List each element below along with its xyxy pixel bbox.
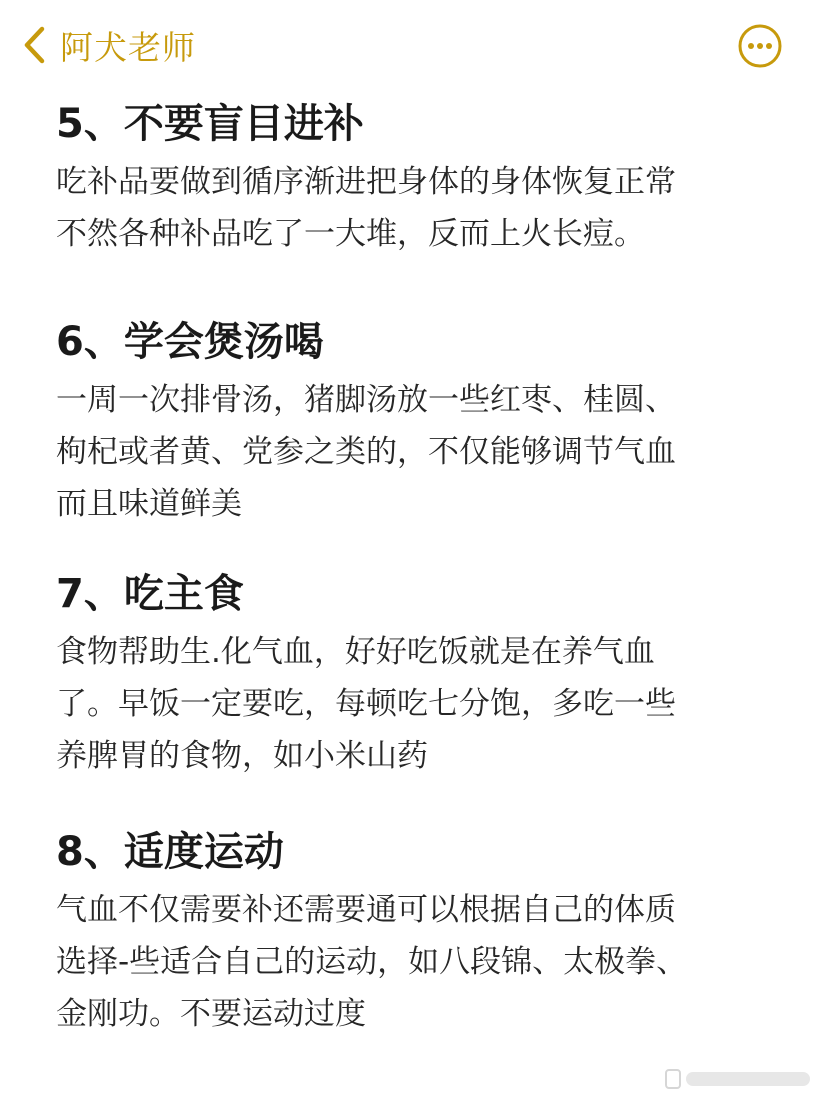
section-body [56, 374, 676, 530]
more-horizontal-icon [738, 24, 782, 68]
body-line: 养脾胃的食物，如小米山药 [56, 738, 428, 774]
section-body [56, 156, 676, 260]
nav-title: 阿犬老师 [60, 27, 196, 67]
section-title: 8、适度运动 [56, 829, 284, 875]
body-line: 一周一次排骨汤，猪脚汤放一些红枣、桂圆、 [56, 382, 676, 418]
more-button[interactable] [738, 24, 782, 68]
section-8 [56, 824, 687, 1040]
body-line: 吃补品要做到循序渐进把身体的身体恢复正常 [56, 164, 676, 200]
section-6 [56, 314, 676, 530]
section-body [56, 626, 676, 782]
section-7 [56, 566, 676, 782]
section-body [56, 884, 687, 1040]
body-line: 选择-些适合自己的运动，如八段锦、太极拳、 [56, 944, 688, 980]
body-line: 食物帮助生.化气血，好好吃饭就是在养气血 [56, 634, 655, 670]
chevron-left-icon [22, 25, 46, 65]
section-title: 7、吃主食 [56, 571, 244, 617]
body-line: 枸杞或者黄、党参之类的，不仅能够调节气血 [56, 434, 676, 470]
body-line: 金刚功。不要运动过度 [56, 996, 366, 1032]
body-line: 不然各种补品吃了一大堆，反而上火长痘。 [56, 216, 645, 252]
body-line: 而且味道鲜美 [56, 486, 242, 522]
back-button[interactable] [22, 22, 196, 68]
section-title: 6、学会煲汤喝 [56, 319, 324, 365]
body-line: 了。早饭一定要吃，每顿吃七分饱，多吃一些 [56, 686, 676, 722]
body-line: 气血不仅需要补还需要通可以根据自己的体质 [56, 892, 676, 928]
nav-bar [0, 0, 828, 90]
watermark-logo [664, 1066, 814, 1092]
section-title: 5、不要盲目进补 [56, 101, 364, 147]
section-5 [56, 96, 676, 260]
